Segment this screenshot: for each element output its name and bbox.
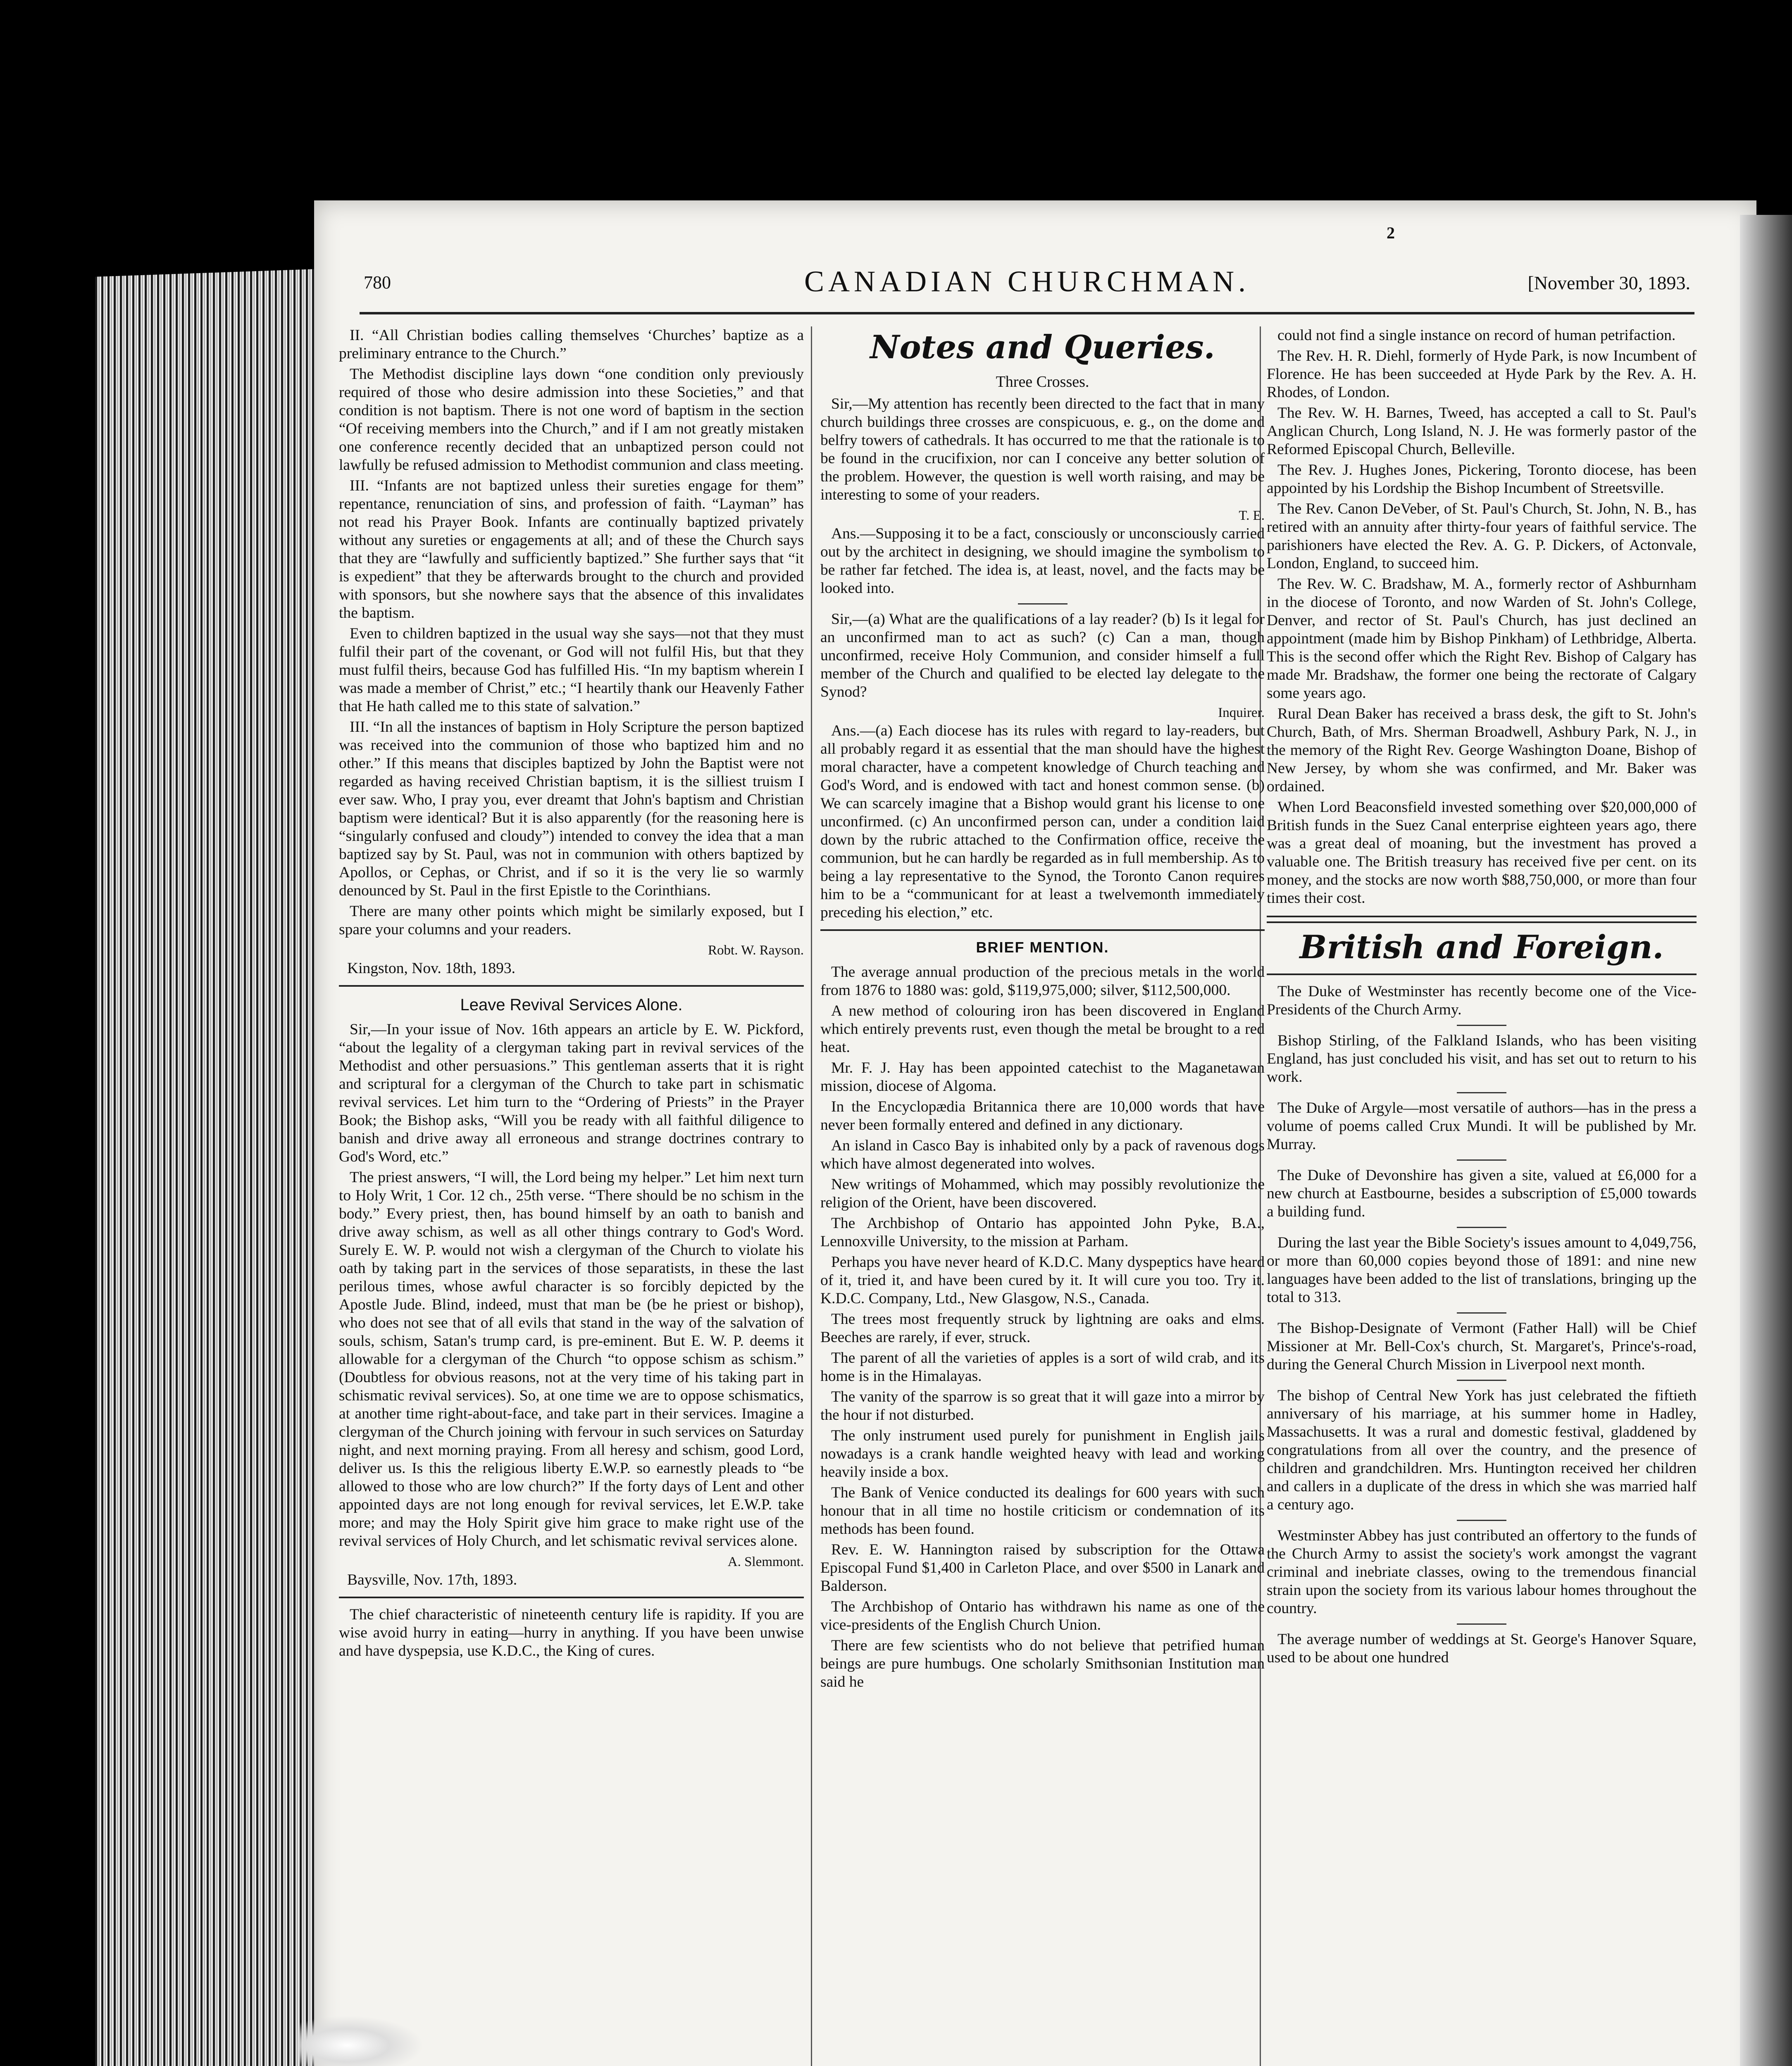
advertisement-paragraph: The chief characteristic of nineteenth century life is rapidity. If you are wise avoid hurry in eating—hurry in anything. If you have been unwise and have dyspepsia, use K.D.C., the King of cures. <box>339 1606 804 1659</box>
news-item: The bishop of Central New York has just celebrated the fiftieth anniversary of his marriage, at his summer home in Hadley, Massachusetts. It was a rural and domestic festival, gladdened by congratulations from all over the country, and the presence of children and grandchildren. Mrs. Huntington received her children and callers in a duplicate of the dress in which she was married half a century ago. <box>1267 1387 1697 1513</box>
left-column <box>339 326 804 2066</box>
middle-column <box>820 326 1265 2021</box>
news-item: could not find a single instance on record of human petrifaction. <box>1277 327 1676 344</box>
book-page-edges <box>95 269 326 2066</box>
news-item: The Bank of Venice conducted its dealings for 600 years with such honour that in all time no hostile criticism or condemnation of its methods has been found. <box>820 1484 1265 1538</box>
divider <box>1457 1159 1506 1161</box>
news-item: The trees most frequently struck by lightning are oaks and elms. Beeches are rarely, if ever, struck. <box>820 1311 1265 1346</box>
page-header <box>364 264 1690 302</box>
news-item: Perhaps you have never heard of K.D.C. Many dyspeptics have heard of it, tried it, and have been cured by it. It will cure you too. Try it. K.D.C. Company, Ltd., New Glasgow, N.S., Canada. <box>820 1254 1265 1307</box>
query-signature: T. E. <box>1239 508 1265 523</box>
answer-paragraph: Ans.—Supposing it to be a fact, consciously or unconsciously carried out by the architect in designing, we should imagine the symbolism to be rather far fetched. The idea is, at least, novel, and the facts may be looked into. <box>820 525 1265 597</box>
folio-mark: 2 <box>1387 224 1395 242</box>
news-item: New writings of Mohammed, which may possibly revolutionize the religion of the Orient, have been discovered. <box>820 1176 1265 1211</box>
paragraph: Sir,—In your issue of Nov. 16th appears an article by E. W. Pickford, “about the legality of a clergyman taking part in revival services of the Methodist and other persuasions.” This gentleman asserts that it is right and scriptural for a clergyman of the Church to take part in schismatic revival services. Let him turn to the “Ordering of Priests” in the Prayer Book; the Bishop asks, “Will you be ready with all faithful diligence to banish and drive away all erroneous and strange doctrines contrary to God's Word, etc.” <box>339 1021 804 1165</box>
section-rule <box>1267 973 1697 975</box>
divider <box>1457 1520 1506 1521</box>
news-item: When Lord Beaconsfield invested something over $20,000,000 of British funds in the Suez Canal enterprise eighteen years ago, there was a great deal of moaning, but the investment has proved a valuable one. The British treasury has received five per cent. on its money, and the stocks are now worth $88,750,000, or more than four times their cost. <box>1267 799 1697 907</box>
news-item: The Rev. W. C. Bradshaw, M. A., formerly rector of Ashburnham in the diocese of Toronto, and now Warden of St. John's College, Denver, and rector of St. Paul's Church, has just declined an appointment (made him by Bishop Pinkham) of Lethbridge, Alberta. This is the second offer which the Right Rev. Bishop of Calgary has made Mr. Bradshaw, the former one being the rectorate of Calgary some years ago. <box>1267 576 1697 702</box>
letter-signature: A. Slemmont. <box>727 1554 804 1569</box>
news-item: The Archbishop of Ontario has appointed John Pyke, B.A., Lennoxville University, to the mission at Parham. <box>820 1215 1265 1250</box>
masthead: CANADIAN CHURCHMAN. <box>804 265 1250 298</box>
divider <box>1457 1227 1506 1228</box>
letter-dateline: Kingston, Nov. 18th, 1893. <box>347 960 515 977</box>
news-item: Rural Dean Baker has received a brass desk, the gift to St. John's Church, Bath, of Mrs. Sherman Broadwell, Ashbury Park, N. J., in the memory of the Right Rev. George Washington Doane, Bishop of New Jersey, by whom she was confirmed, and Mr. Baker was ordained. <box>1267 705 1697 795</box>
news-item: The vanity of the sparrow is so great that it will gaze into a mirror by the hour if not disturbed. <box>820 1388 1265 1423</box>
section-title: Notes and Queries. <box>870 328 1215 366</box>
query-paragraph: Sir,—My attention has recently been directed to the fact that in many church buildings three crosses are conspicuous, e. g., on the dome and belfry towers of cathedrals. It has occurred to me that the rationale is to be found in the crucifixion, nor can I conceive any better solution of the problem. However, the question is well worth raising, and may be interesting to some of your readers. <box>820 395 1265 503</box>
letter-signature: Robt. W. Rayson. <box>708 943 804 958</box>
facing-page-edge <box>1740 215 1792 2066</box>
news-item: In the Encyclopædia Britannica there are 10,000 words that have never been formally entered and defined in any dictionary. <box>820 1098 1265 1133</box>
news-item: Bishop Stirling, of the Falkland Islands, who has been visiting England, has just concluded his visit, and has set out to return to his work. <box>1267 1032 1697 1085</box>
news-item: The parent of all the varieties of apples is a sort of wild crab, and its home is in the Himalayas. <box>820 1350 1265 1385</box>
news-item: The Duke of Argyle—most versatile of authors—has in the press a volume of poems called Crux Mundi. It will be published by Mr. Murray. <box>1267 1100 1697 1153</box>
header-rule <box>360 312 1694 314</box>
news-item: The Rev. W. H. Barnes, Tweed, has accepted a call to St. Paul's Anglican Church, Long Island, N. J. He was formerly pastor of the Reformed Episcopal Church, Belleville. <box>1267 405 1697 458</box>
divider <box>1457 1025 1506 1026</box>
news-item: Westminster Abbey has just contributed an offertory to the funds of the Church Army to assist the society's work amongst the vagrant criminal and inebriate classes, owing to the tremendous financial strain upon the society from its various labour homes throughout the country. <box>1267 1527 1697 1617</box>
right-column <box>1267 326 1697 2021</box>
answer-paragraph: Ans.—(a) Each diocese has its rules with regard to lay-readers, but all probably regard it as essential that the man should have the highest moral character, have a competent knowledge of Church teaching and God's Word, and is endowed with tact and honest common sense. (b) We can scarcely imagine that a Bishop would grant his license to one unconfirmed. (c) An unconfirmed person can, under a condition laid down by the rubric attached to the Confirmation office, receive the communion, but he can hardly be regarded as in full membership. As to being a lay representative to the Synod, the Toronto Canon requires him to be a “communicant for at least a twelvemonth immediately preceding his election,” etc. <box>820 722 1265 921</box>
paragraph: II. “All Christian bodies calling themselves ‘Churches’ baptize as a preliminary entrance to the Church.” <box>339 327 804 362</box>
query-signature: Inquirer. <box>1218 705 1265 720</box>
news-item: Rev. E. W. Hannington raised by subscription for the Ottawa Episcopal Fund $1,400 in Carleton Place, and over $500 in Lanark and Balderson. <box>820 1541 1265 1595</box>
news-item: The Rev. J. Hughes Jones, Pickering, Toronto diocese, has been appointed by his Lordship the Bishop Incumbent of Streetsville. <box>1267 462 1697 497</box>
divider <box>1457 1092 1506 1093</box>
section-rule <box>339 1597 804 1598</box>
paragraph: III. “Infants are not baptized unless their sureties engage for them” repentance, renunciation of sins, and profession of faith. “Layman” has not read his Prayer Book. Infants are continually baptized privately without any sureties or engagements at all; and of these the Church says that they are “lawfully and sufficiently baptized.” She further says that “it is expedient” that they be afterwards brought to the church and provided with sponsors, but she nowhere says that the absence of this invalidates the baptism. <box>339 477 804 621</box>
divider <box>1457 1623 1506 1625</box>
paragraph: Even to children baptized in the usual way she says—not that they must fulfil their part of the covenant, or God will not fulfil His, but that they must fulfil theirs, because God has fulfilled His. “In my baptism wherein I was made a member of Christ,” etc.; “I heartily thank our Heavenly Father that He hath called me to this state of salvation.” <box>339 625 804 715</box>
brief-mention-heading: BRIEF MENTION. <box>976 939 1109 956</box>
news-item: A new method of colouring iron has been discovered in England which entirely prevents rust, even though the metal be brought to a red heat. <box>820 1002 1265 1056</box>
section-title: British and Foreign. <box>1299 928 1664 966</box>
paragraph: The Methodist discipline lays down “one condition only previously required of those who desire admission into these Societies,” and that condition is not baptism. There is not one word of baptism in the section “Of receiving members into the Church,” and if I am not greatly mistaken one conference recently decided that an unbaptized person could not lawfully be refused admission to Methodist communion and class meeting. <box>339 366 804 474</box>
letter-dateline: Baysville, Nov. 17th, 1893. <box>347 1571 517 1588</box>
news-item: The Duke of Westminster has recently become one of the Vice-Presidents of the Church Army. <box>1267 983 1697 1018</box>
news-item: The average number of weddings at St. George's Hanover Square, used to be about one hundred <box>1267 1631 1697 1666</box>
divider <box>1018 603 1068 605</box>
section-rule <box>339 985 804 987</box>
letter-heading: Leave Revival Services Alone. <box>460 996 683 1014</box>
section-rule <box>1267 916 1697 923</box>
news-item: The Duke of Devonshire has given a site, valued at £6,000 for a new church at Eastbourne, besides a subscription of £5,000 towards a building fund. <box>1267 1167 1697 1220</box>
paragraph: The priest answers, “I will, the Lord being my helper.” Let him next turn to Holy Writ, 1 Cor. 12 ch., 25th verse. “There should be no schism in the body.” Every priest, then, has bound himself by an oath to banish and drive away schism, as well as all other things contrary to God's Word. Surely E. W. P. would not wish a clergyman of the Church to violate his oath by taking part in the services of those separatists, in these the last perilous times, whose awful character is so forcibly depicted by the Apostle Jude. Blind, indeed, must that man be (be he priest or bishop), who does not see that of all evils that stand in the way of the salvation of souls, schism, Satan's trump card, is pre-eminent. But E. W. P. deems it allowable for a clergyman of the Church “to oppose schism as schism.” (Doubtless for obvious reasons, not at the very time of his taking part in schismatic revival services). So, at one time we are to oppose schismatics, at another time right-about-face, and take part in their services. Imagine a clergyman of the Church joining with fervour in such services on Saturday night, and next morning praying. From all heresy and schism, good Lord, deliver us. Is this the religious liberty E.W.P. so earnestly pleads to “be allowed to those who are low church?” If the forty days of Lent and other appointed days are not long enough for revival services, let E.W.P. take more; and may the Holy Spirit give him grace to make right use of the revival services of Holy Church, and let schismatic revival services alone. <box>339 1169 804 1550</box>
issue-date: [November 30, 1893. <box>1527 272 1690 293</box>
news-item: The Archbishop of Ontario has withdrawn his name as one of the vice-presidents of the English Church Union. <box>820 1598 1265 1633</box>
paragraph: There are many other points which might be similarly exposed, but I spare your columns and your readers. <box>339 903 804 938</box>
news-item: There are few scientists who do not believe that petrified human beings are pure humbugs. One scholarly Smithsonian Institution man said he <box>820 1637 1265 1690</box>
news-item: During the last year the Bible Society's issues amount to 4,049,756, or more than 60,000 copies beyond those of 1891: and nine new languages have been added to the list of translations, bringing up the total to 313. <box>1267 1234 1697 1306</box>
divider <box>1457 1380 1506 1381</box>
query-paragraph: Sir,—(a) What are the qualifications of a lay reader? (b) Is it legal for an unconfirmed man to act as such? (c) Can a man, though unconfirmed, receive Holy Communion, and consider himself a full member of the Church and qualified to be elected lay delegate to the Synod? <box>820 611 1265 700</box>
news-item: Mr. F. J. Hay has been appointed catechist to the Maganetawan mission, diocese of Algoma. <box>820 1059 1265 1095</box>
article-heading: Three Crosses. <box>996 373 1089 390</box>
news-item: The only instrument used purely for punishment in English jails nowadays is a crank handle weighted heavy with lead and working heavily inside a box. <box>820 1427 1265 1480</box>
section-rule <box>820 929 1265 931</box>
news-item: The Rev. H. R. Diehl, formerly of Hyde Park, is now Incumbent of Florence. He has been succeeded at Hyde Park by the Rev. A. H. Rhodes, of London. <box>1267 348 1697 401</box>
news-item: The average annual production of the precious metals in the world from 1876 to 1880 was: gold, $119,975,000; silver, $112,500,000. <box>820 964 1265 999</box>
page-number: 780 <box>364 272 391 293</box>
news-item: The Rev. Canon DeVeber, of St. Paul's Church, St. John, N. B., has retired with an annuity after thirty-four years of faithful service. The parishioners have elected the Rev. A. G. P. Dickers, of Actonvale, London, England, to succeed him. <box>1267 500 1697 572</box>
news-item: An island in Casco Bay is inhabited only by a pack of ravenous dogs which have almost degenerated into wolves. <box>820 1137 1265 1172</box>
column-divider <box>811 326 812 2066</box>
divider <box>1457 1312 1506 1314</box>
news-item: The Bishop-Designate of Vermont (Father Hall) will be Chief Missioner at Mr. Bell-Cox's church, St. Margaret's, Prince's-road, during the General Church Mission in Liverpool next month. <box>1267 1320 1697 1373</box>
paragraph: III. “In all the instances of baptism in Holy Scripture the person baptized was received into the communion of those who baptized him and no other.” If this means that disciples baptized by John the Baptist were not regarded as having received Christian baptism, it is the silliest truism I ever saw. Who, I pray you, ever dreamt that John's baptism and Christian baptism were identical? But it is also apparently (for the reasoning here is “singularly confused and cloudy”) intended to convey the idea that a man baptized say by St. Paul, was not in communion with others baptized by Apollos, or Cephas, or Christ, and if so it is the very lie so warmly denounced by St. Paul in the first Epistle to the Corinthians. <box>339 719 804 899</box>
